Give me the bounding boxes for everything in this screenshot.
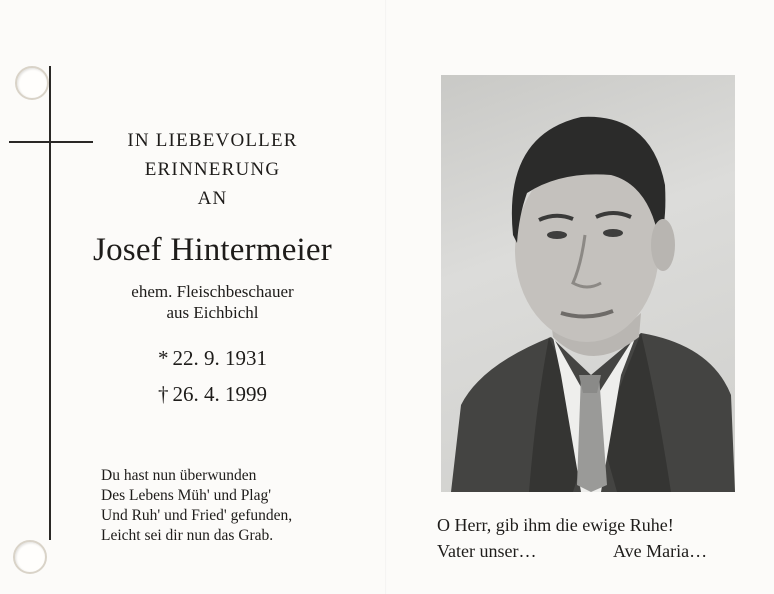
verse-line-2: Des Lebens Müh' und Plag' (101, 487, 272, 504)
cross-vertical-bar (49, 66, 51, 540)
deceased-name: Josef Hintermeier (93, 232, 332, 268)
death-line (60, 376, 365, 412)
verse-line-1: Du hast nun überwunden (101, 467, 257, 484)
memorial-line-3: AN (197, 188, 228, 209)
birth-date: 22. 9. 1931 (172, 346, 267, 370)
life-dates (60, 340, 365, 412)
prayer-line-2 (437, 538, 707, 564)
prayer-vater-unser: Vater unser… (437, 541, 537, 561)
punch-hole-bottom (13, 540, 47, 574)
verse-line-3: Und Ruh' und Fried' gefunden, (101, 507, 293, 524)
memorial-line-1: IN LIEBEVOLLER (127, 130, 298, 151)
deceased-details (60, 281, 365, 323)
prayer-text (437, 512, 707, 564)
birth-line (60, 340, 365, 376)
portrait-illustration (441, 75, 735, 492)
occupation: ehem. Fleischbeschauer (131, 282, 294, 301)
birth-symbol: * (158, 346, 169, 370)
hometown: aus Eichbichl (166, 303, 259, 322)
verse-line-4: Leicht sei dir nun das Grab. (101, 527, 274, 544)
memorial-line-2: ERINNERUNG (144, 159, 281, 180)
card-fold (385, 0, 387, 594)
memorial-verse (101, 466, 292, 546)
portrait-photo (441, 75, 735, 492)
death-date: 26. 4. 1999 (172, 382, 267, 406)
prayer-line-1: O Herr, gib ihm die ewige Ruhe! (437, 515, 674, 535)
punch-hole-top (15, 66, 49, 100)
death-cross-symbol: † (158, 382, 169, 406)
prayer-ave-maria: Ave Maria… (613, 541, 708, 561)
memorial-heading (60, 126, 365, 213)
